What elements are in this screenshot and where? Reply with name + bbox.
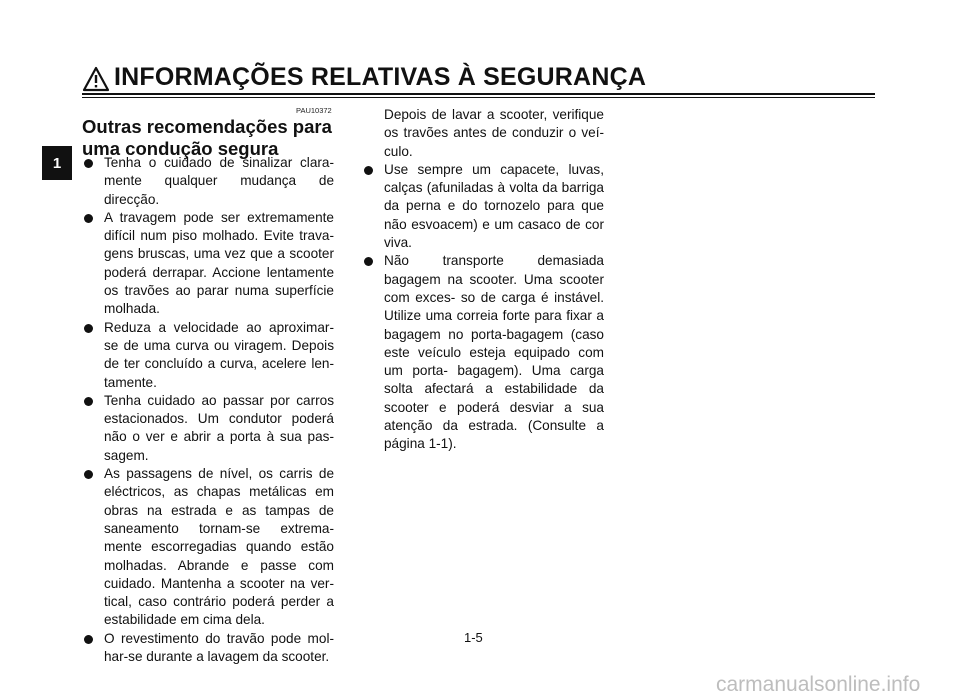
bullet-dot-icon bbox=[84, 324, 93, 333]
bullet-text: Tenha cuidado ao passar por carros estacionados. Um condutor poderá não o ver e abrir a porta à sua pas- sagem. bbox=[104, 392, 334, 463]
header-rule-thick bbox=[82, 93, 875, 95]
left-bullet-list bbox=[82, 154, 334, 666]
bullet-dot-icon bbox=[84, 635, 93, 644]
right-column bbox=[362, 106, 604, 454]
bullet-dot-icon bbox=[364, 257, 373, 266]
bullet-text: A travagem pode ser extremamente difícil num piso molhado. Evite trava- gens bruscas, uma vez que a scooter poderá derrapar. Accione lentamente os travões ao parar numa superfície molhada. bbox=[104, 209, 334, 317]
bullet-text: Use sempre um capacete, luvas, calças (afuniladas à volta da barriga da perna e do tornozelo para que não esvoacem) e um casaco de cor viva. bbox=[384, 161, 604, 251]
left-column bbox=[82, 154, 334, 666]
header-rule-thin bbox=[82, 97, 875, 98]
chapter-tab: 1 bbox=[42, 146, 72, 180]
header-title: INFORMAÇÕES RELATIVAS À SEGURANÇA bbox=[114, 63, 647, 91]
bullet-text: Reduza a velocidade ao aproximar- se de uma curva ou viragem. Depois de ter concluído a curva, acelere len- tamente. bbox=[104, 319, 334, 390]
section-title: Outras recomendações para uma condução segura bbox=[82, 116, 332, 159]
bullet-text: O revestimento do travão pode mol- har-se durante a lavagem da scooter. bbox=[104, 630, 334, 665]
watermark: carmanualsonline.info bbox=[716, 673, 921, 696]
warning-triangle-icon bbox=[82, 66, 110, 92]
bullet-item bbox=[82, 392, 334, 465]
bullet-item bbox=[82, 209, 334, 319]
bullet-item bbox=[82, 630, 334, 667]
bullet-item bbox=[82, 465, 334, 630]
reference-code: PAU10372 bbox=[296, 106, 332, 115]
bullet-dot-icon bbox=[84, 397, 93, 406]
bullet-dot-icon bbox=[364, 166, 373, 175]
page-number: 1-5 bbox=[464, 630, 483, 645]
bullet-item bbox=[362, 252, 604, 453]
bullet-text: Não transporte demasiada bagagem na scooter. Uma scooter com exces- so de carga é instável. Utilize uma correia forte para fixar a bagagem no porta-bagagem (caso este veículo esteja equipado com um porta- bagagem). Uma carga solta afectará a estabilidade da scooter e poderá desviar a sua atenção da estrada. (Consulte a página 1-1). bbox=[384, 253, 604, 452]
bullet-dot-icon bbox=[84, 159, 93, 168]
bullet-item bbox=[82, 154, 334, 209]
bullet-dot-icon bbox=[84, 470, 93, 479]
bullet-text: As passagens de nível, os carris de eléctricos, as chapas metálicas em obras na estrada e as tampas de saneamento tornam-se extrema- mente escorregadias quando estão molhadas. Abrande e passe com cuidado. Mantenha a scooter na ver- tical, caso contrário poderá perder a estabilidade em cima dela. bbox=[104, 466, 334, 628]
continued-paragraph: Depois de lavar a scooter, verifique os travões antes de conduzir o veí- culo. bbox=[384, 107, 604, 159]
bullet-item bbox=[362, 161, 604, 252]
bullet-dot-icon bbox=[84, 214, 93, 223]
bullet-item bbox=[82, 319, 334, 392]
right-bullet-list bbox=[362, 161, 604, 454]
bullet-text: Tenha o cuidado de sinalizar clara- mente qualquer mudança de direcção. bbox=[104, 155, 334, 207]
